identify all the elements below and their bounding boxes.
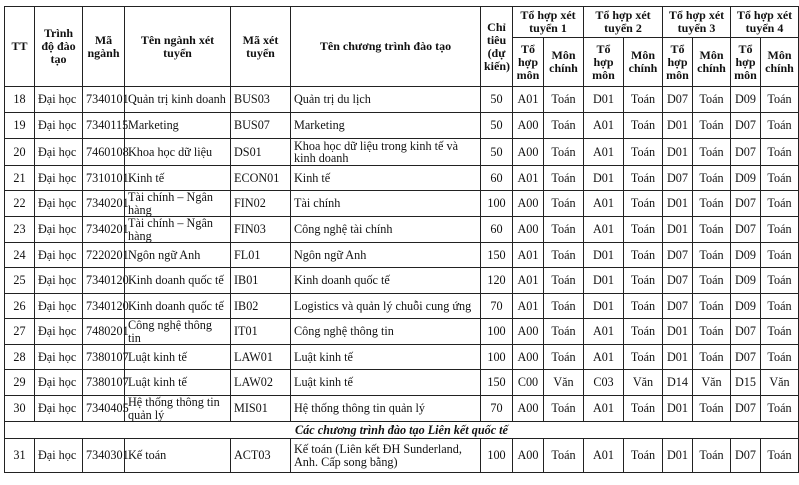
level-cell: Đại học: [35, 294, 83, 319]
main-subject-1-cell: Toán: [544, 191, 584, 217]
quota-cell: 100: [481, 191, 513, 217]
table-row: [5, 87, 799, 113]
admission-code-cell: FL01: [231, 243, 291, 268]
quota-cell: 100: [481, 345, 513, 370]
level-cell: Đại học: [35, 396, 83, 422]
table-row: [5, 370, 799, 396]
major-name-cell: Luật kinh tế: [125, 370, 231, 396]
main-subject-2-cell: Toán: [624, 139, 663, 166]
combo-4-cell: D07: [731, 439, 761, 473]
program-name-cell: Công nghệ thông tin: [291, 319, 481, 345]
admission-code-cell: BUS07: [231, 113, 291, 139]
main-subject-1-cell: Toán: [544, 243, 584, 268]
subheader-main-subject: Môn chính: [693, 38, 731, 87]
subheader-main-subject: Môn chính: [544, 38, 584, 87]
major-code-cell: 7340115: [83, 113, 125, 139]
combo-3-cell: D01: [663, 319, 693, 345]
header-level: Trình độ đào tạo: [35, 7, 83, 87]
combo-3-cell: D07: [663, 166, 693, 191]
table-row: [5, 166, 799, 191]
main-subject-4-cell: Toán: [761, 439, 799, 473]
combo-3-cell: D07: [663, 243, 693, 268]
main-subject-1-cell: Toán: [544, 87, 584, 113]
main-subject-2-cell: Toán: [624, 87, 663, 113]
subheader-combo: Tổ hợp môn: [513, 38, 544, 87]
main-subject-1-cell: Toán: [544, 396, 584, 422]
header-combo-1: Tổ hợp xét tuyển 1: [513, 7, 584, 38]
admission-code-cell: LAW01: [231, 345, 291, 370]
quota-cell: 50: [481, 139, 513, 166]
main-subject-1-cell: Toán: [544, 439, 584, 473]
combo-1-cell: A01: [513, 166, 544, 191]
level-cell: Đại học: [35, 370, 83, 396]
combo-3-cell: D01: [663, 439, 693, 473]
combo-2-cell: D01: [584, 243, 624, 268]
table-row: [5, 139, 799, 166]
program-name-cell: Kinh doanh quốc tế: [291, 268, 481, 294]
main-subject-1-cell: Văn: [544, 370, 584, 396]
table-body-intl: [5, 439, 799, 473]
combo-1-cell: A00: [513, 217, 544, 243]
table-row: [5, 396, 799, 422]
main-subject-4-cell: Toán: [761, 294, 799, 319]
main-subject-3-cell: Toán: [693, 217, 731, 243]
combo-2-cell: A01: [584, 345, 624, 370]
combo-2-cell: C03: [584, 370, 624, 396]
row-number: 22: [5, 191, 35, 217]
major-name-cell: Công nghệ thông tin: [125, 319, 231, 345]
main-subject-2-cell: Toán: [624, 113, 663, 139]
admission-table: [4, 6, 799, 473]
admission-code-cell: DS01: [231, 139, 291, 166]
table-row: [5, 113, 799, 139]
major-name-cell: Tài chính – Ngân hàng: [125, 217, 231, 243]
section-title: Các chương trình đào tạo Liên kết quốc tế: [5, 422, 799, 439]
major-name-cell: Tài chính – Ngân hàng: [125, 191, 231, 217]
row-number: 19: [5, 113, 35, 139]
header-major-name: Tên ngành xét tuyển: [125, 7, 231, 87]
program-name-cell: Công nghệ tài chính: [291, 217, 481, 243]
admission-code-cell: MIS01: [231, 396, 291, 422]
row-number: 18: [5, 87, 35, 113]
table-row: [5, 345, 799, 370]
main-subject-3-cell: Toán: [693, 396, 731, 422]
combo-2-cell: A01: [584, 439, 624, 473]
quota-cell: 150: [481, 243, 513, 268]
major-code-cell: 7340301: [83, 439, 125, 473]
row-number: 24: [5, 243, 35, 268]
admission-code-cell: IB01: [231, 268, 291, 294]
row-number: 23: [5, 217, 35, 243]
header-combo-4: Tổ hợp xét tuyển 4: [731, 7, 799, 38]
quota-cell: 100: [481, 439, 513, 473]
major-name-cell: Kinh doanh quốc tế: [125, 294, 231, 319]
program-name-cell: Ngôn ngữ Anh: [291, 243, 481, 268]
major-name-cell: Ngôn ngữ Anh: [125, 243, 231, 268]
combo-1-cell: A00: [513, 319, 544, 345]
main-subject-3-cell: Toán: [693, 113, 731, 139]
major-code-cell: 7380107: [83, 370, 125, 396]
row-number: 20: [5, 139, 35, 166]
level-cell: Đại học: [35, 217, 83, 243]
combo-3-cell: D07: [663, 87, 693, 113]
main-subject-4-cell: Toán: [761, 166, 799, 191]
header-combo-2: Tổ hợp xét tuyển 2: [584, 7, 663, 38]
level-cell: Đại học: [35, 319, 83, 345]
main-subject-4-cell: Toán: [761, 243, 799, 268]
quota-cell: 150: [481, 370, 513, 396]
admission-code-cell: FIN03: [231, 217, 291, 243]
combo-1-cell: A00: [513, 113, 544, 139]
major-name-cell: Kế toán: [125, 439, 231, 473]
main-subject-1-cell: Toán: [544, 139, 584, 166]
main-subject-2-cell: Toán: [624, 345, 663, 370]
quota-cell: 120: [481, 268, 513, 294]
subheader-combo: Tổ hợp môn: [663, 38, 693, 87]
table-row: [5, 294, 799, 319]
row-number: 21: [5, 166, 35, 191]
combo-1-cell: A01: [513, 87, 544, 113]
subheader-main-subject: Môn chính: [761, 38, 799, 87]
program-name-cell: Khoa học dữ liệu trong kinh tế và kinh doanh: [291, 139, 481, 166]
row-number: 27: [5, 319, 35, 345]
admission-code-cell: FIN02: [231, 191, 291, 217]
combo-2-cell: A01: [584, 139, 624, 166]
major-name-cell: Khoa học dữ liệu: [125, 139, 231, 166]
major-code-cell: 7220201: [83, 243, 125, 268]
subheader-combo: Tổ hợp môn: [584, 38, 624, 87]
header-admission-code: Mã xét tuyển: [231, 7, 291, 87]
header-quota: Chỉ tiêu (dự kiến): [481, 7, 513, 87]
subheader-combo: Tổ hợp môn: [731, 38, 761, 87]
combo-1-cell: A00: [513, 439, 544, 473]
program-name-cell: Luật kinh tế: [291, 370, 481, 396]
header-major-code: Mã ngành: [83, 7, 125, 87]
admission-code-cell: LAW02: [231, 370, 291, 396]
main-subject-4-cell: Toán: [761, 345, 799, 370]
main-subject-1-cell: Toán: [544, 268, 584, 294]
major-code-cell: 7340201: [83, 217, 125, 243]
main-subject-3-cell: Toán: [693, 294, 731, 319]
main-subject-1-cell: Toán: [544, 113, 584, 139]
combo-3-cell: D01: [663, 217, 693, 243]
combo-4-cell: D09: [731, 268, 761, 294]
main-subject-2-cell: Văn: [624, 370, 663, 396]
combo-1-cell: A01: [513, 294, 544, 319]
main-subject-4-cell: Văn: [761, 370, 799, 396]
main-subject-1-cell: Toán: [544, 217, 584, 243]
level-cell: Đại học: [35, 139, 83, 166]
table-row: [5, 268, 799, 294]
combo-2-cell: D01: [584, 268, 624, 294]
combo-1-cell: A00: [513, 139, 544, 166]
table-row: [5, 191, 799, 217]
combo-3-cell: D01: [663, 139, 693, 166]
combo-1-cell: A00: [513, 191, 544, 217]
major-name-cell: Kinh doanh quốc tế: [125, 268, 231, 294]
major-name-cell: Luật kinh tế: [125, 345, 231, 370]
main-subject-3-cell: Toán: [693, 319, 731, 345]
combo-1-cell: A01: [513, 243, 544, 268]
combo-4-cell: D09: [731, 243, 761, 268]
table-row: [5, 243, 799, 268]
quota-cell: 100: [481, 319, 513, 345]
row-number: 25: [5, 268, 35, 294]
main-subject-4-cell: Toán: [761, 113, 799, 139]
main-subject-3-cell: Toán: [693, 439, 731, 473]
main-subject-2-cell: Toán: [624, 191, 663, 217]
table-body: [5, 87, 799, 422]
level-cell: Đại học: [35, 87, 83, 113]
major-code-cell: 7340101: [83, 87, 125, 113]
combo-2-cell: A01: [584, 113, 624, 139]
combo-2-cell: A01: [584, 217, 624, 243]
main-subject-4-cell: Toán: [761, 139, 799, 166]
combo-2-cell: A01: [584, 319, 624, 345]
header-combo-3: Tổ hợp xét tuyển 3: [663, 7, 731, 38]
main-subject-3-cell: Văn: [693, 370, 731, 396]
main-subject-2-cell: Toán: [624, 396, 663, 422]
row-number: 28: [5, 345, 35, 370]
combo-3-cell: D07: [663, 294, 693, 319]
header-program-name: Tên chương trình đào tạo: [291, 7, 481, 87]
combo-4-cell: D09: [731, 166, 761, 191]
main-subject-3-cell: Toán: [693, 268, 731, 294]
row-number: 26: [5, 294, 35, 319]
admission-code-cell: IB02: [231, 294, 291, 319]
quota-cell: 60: [481, 166, 513, 191]
main-subject-3-cell: Toán: [693, 87, 731, 113]
main-subject-3-cell: Toán: [693, 243, 731, 268]
combo-3-cell: D14: [663, 370, 693, 396]
program-name-cell: Kinh tế: [291, 166, 481, 191]
level-cell: Đại học: [35, 345, 83, 370]
combo-4-cell: D07: [731, 113, 761, 139]
combo-4-cell: D07: [731, 396, 761, 422]
combo-4-cell: D07: [731, 191, 761, 217]
program-name-cell: Luật kinh tế: [291, 345, 481, 370]
main-subject-4-cell: Toán: [761, 191, 799, 217]
quota-cell: 50: [481, 87, 513, 113]
combo-4-cell: D09: [731, 87, 761, 113]
combo-2-cell: A01: [584, 396, 624, 422]
level-cell: Đại học: [35, 166, 83, 191]
quota-cell: 70: [481, 294, 513, 319]
program-name-cell: Logistics và quản lý chuỗi cung ứng: [291, 294, 481, 319]
combo-4-cell: D15: [731, 370, 761, 396]
main-subject-2-cell: Toán: [624, 243, 663, 268]
combo-4-cell: D07: [731, 139, 761, 166]
row-number: 30: [5, 396, 35, 422]
quota-cell: 50: [481, 113, 513, 139]
main-subject-2-cell: Toán: [624, 166, 663, 191]
program-name-cell: Marketing: [291, 113, 481, 139]
table-row: [5, 319, 799, 345]
table-row: [5, 439, 799, 473]
admission-code-cell: BUS03: [231, 87, 291, 113]
major-name-cell: Quản trị kinh doanh: [125, 87, 231, 113]
combo-4-cell: D09: [731, 294, 761, 319]
major-code-cell: 7340201: [83, 191, 125, 217]
main-subject-1-cell: Toán: [544, 345, 584, 370]
combo-3-cell: D01: [663, 345, 693, 370]
program-name-cell: Tài chính: [291, 191, 481, 217]
combo-3-cell: D01: [663, 396, 693, 422]
major-code-cell: 7340120: [83, 268, 125, 294]
main-subject-2-cell: Toán: [624, 319, 663, 345]
combo-4-cell: D07: [731, 217, 761, 243]
admission-code-cell: ECON01: [231, 166, 291, 191]
combo-1-cell: C00: [513, 370, 544, 396]
major-code-cell: 7480201: [83, 319, 125, 345]
main-subject-2-cell: Toán: [624, 217, 663, 243]
subheader-main-subject: Môn chính: [624, 38, 663, 87]
main-subject-4-cell: Toán: [761, 268, 799, 294]
level-cell: Đại học: [35, 243, 83, 268]
admission-code-cell: IT01: [231, 319, 291, 345]
combo-2-cell: D01: [584, 166, 624, 191]
row-number: 29: [5, 370, 35, 396]
main-subject-3-cell: Toán: [693, 139, 731, 166]
header-tt: TT: [5, 7, 35, 87]
major-name-cell: Marketing: [125, 113, 231, 139]
major-code-cell: 7340405: [83, 396, 125, 422]
major-code-cell: 7460108: [83, 139, 125, 166]
main-subject-4-cell: Toán: [761, 319, 799, 345]
combo-4-cell: D07: [731, 345, 761, 370]
program-name-cell: Hệ thống thông tin quản lý: [291, 396, 481, 422]
major-code-cell: 7380107: [83, 345, 125, 370]
level-cell: Đại học: [35, 191, 83, 217]
major-code-cell: 7340120: [83, 294, 125, 319]
main-subject-2-cell: Toán: [624, 439, 663, 473]
main-subject-3-cell: Toán: [693, 191, 731, 217]
combo-3-cell: D07: [663, 268, 693, 294]
combo-1-cell: A00: [513, 396, 544, 422]
combo-2-cell: D01: [584, 87, 624, 113]
main-subject-3-cell: Toán: [693, 345, 731, 370]
combo-1-cell: A00: [513, 345, 544, 370]
admission-code-cell: ACT03: [231, 439, 291, 473]
level-cell: Đại học: [35, 113, 83, 139]
main-subject-4-cell: Toán: [761, 87, 799, 113]
quota-cell: 60: [481, 217, 513, 243]
level-cell: Đại học: [35, 268, 83, 294]
combo-3-cell: D01: [663, 191, 693, 217]
main-subject-1-cell: Toán: [544, 166, 584, 191]
main-subject-4-cell: Toán: [761, 217, 799, 243]
combo-1-cell: A01: [513, 268, 544, 294]
main-subject-1-cell: Toán: [544, 294, 584, 319]
combo-4-cell: D07: [731, 319, 761, 345]
section-intl: [5, 422, 799, 439]
main-subject-2-cell: Toán: [624, 294, 663, 319]
row-number: 31: [5, 439, 35, 473]
major-name-cell: Kinh tế: [125, 166, 231, 191]
main-subject-3-cell: Toán: [693, 166, 731, 191]
major-name-cell: Hệ thống thông tin quản lý: [125, 396, 231, 422]
combo-2-cell: A01: [584, 191, 624, 217]
program-name-cell: Quản trị du lịch: [291, 87, 481, 113]
quota-cell: 70: [481, 396, 513, 422]
major-code-cell: 7310101: [83, 166, 125, 191]
combo-2-cell: D01: [584, 294, 624, 319]
main-subject-4-cell: Toán: [761, 396, 799, 422]
combo-3-cell: D01: [663, 113, 693, 139]
main-subject-2-cell: Toán: [624, 268, 663, 294]
level-cell: Đại học: [35, 439, 83, 473]
table-row: [5, 217, 799, 243]
main-subject-1-cell: Toán: [544, 319, 584, 345]
program-name-cell: Kế toán (Liên kết ĐH Sunderland, Anh. Cấp song bằng): [291, 439, 481, 473]
